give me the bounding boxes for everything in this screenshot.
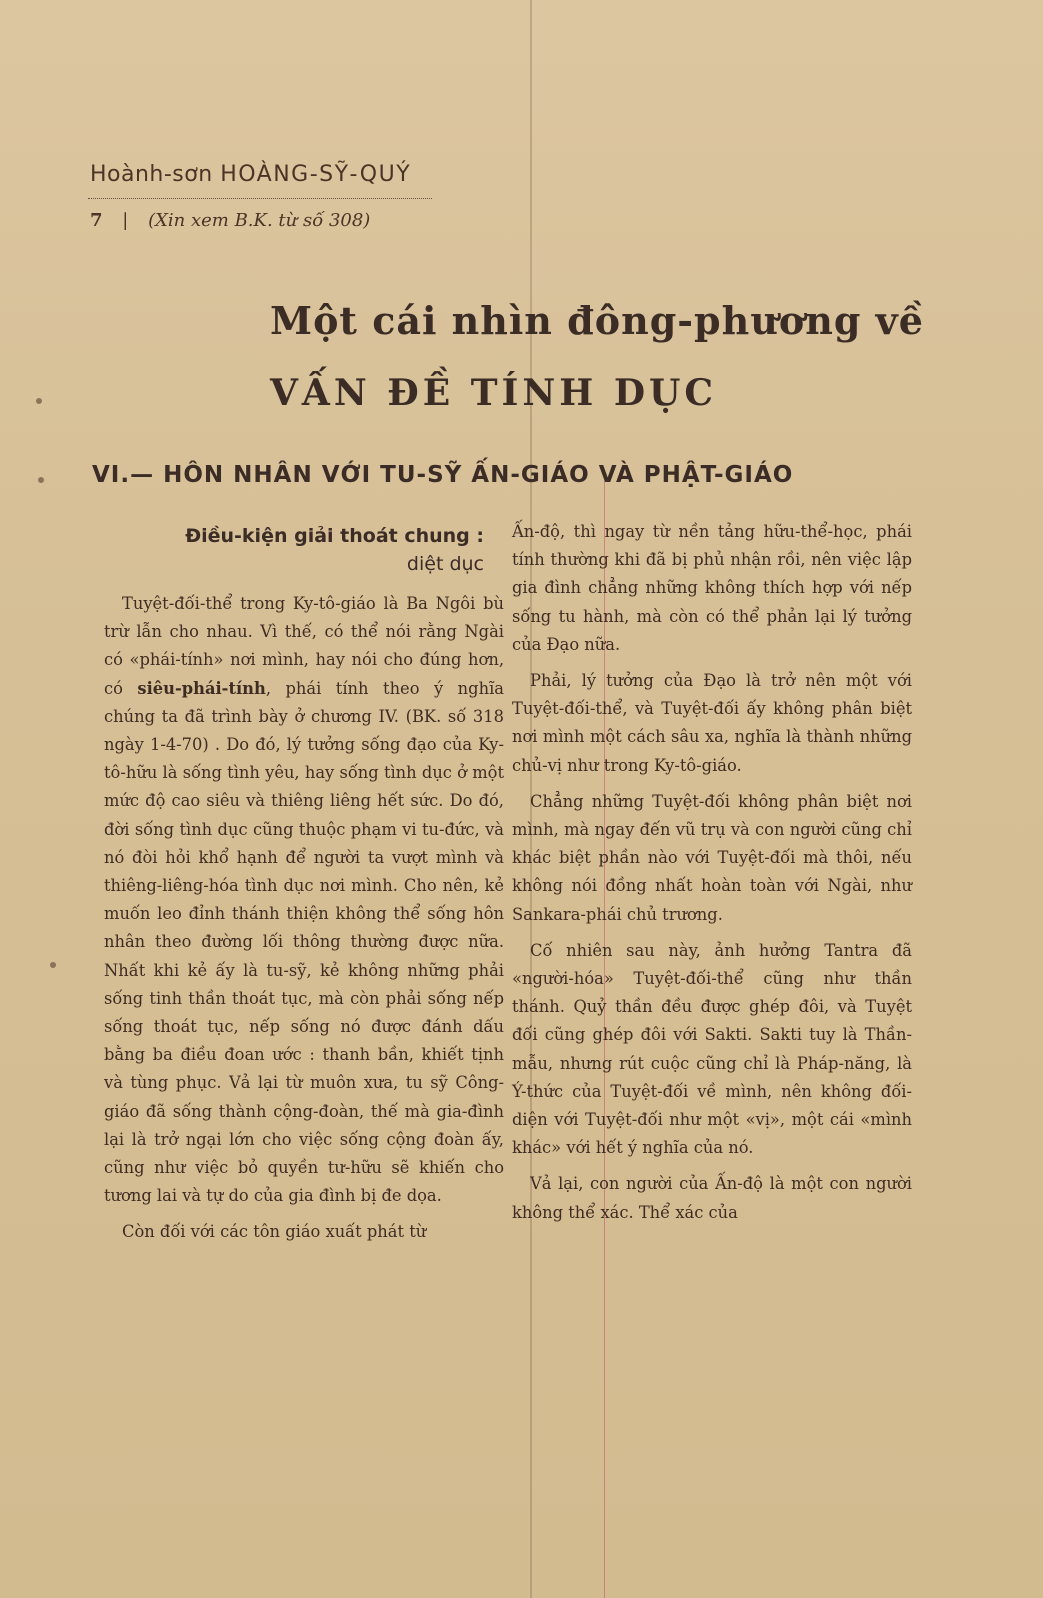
- part-number: 7: [90, 210, 103, 231]
- right-paragraph-3: Chẳng những Tuyệt-đối không phân biệt nơi mình, mà ngay đến vũ trụ và con người cũng chỉ khác biệt phần nào với Tuyệt-đối mà thôi, nếu không nói đồng nhất hoàn toàn với Ngài, như Sankara-phái chủ trương.: [512, 791, 912, 924]
- author-prefix: Hoành-sơn: [90, 162, 213, 187]
- subheading-line-2: diệt dục: [406, 553, 484, 575]
- right-column: [512, 518, 912, 1227]
- right-paragraph-2: Phải, lý tưởng của Đạo là trở nên một với Tuyệt-đối-thể, và Tuyệt-đối ấy không phân biệt nơi mình một cách sâu xa, nghĩa là thành những chủ-vị như trong Ky-tô-giáo.: [512, 671, 912, 775]
- margin-speck: [36, 398, 42, 404]
- author-line: [90, 162, 411, 187]
- margin-speck: [50, 962, 56, 968]
- left-column: [104, 590, 504, 1247]
- author-rule: [88, 198, 432, 199]
- right-paragraph-1: Ấn-độ, thì ngay từ nền tảng hữu-thể-học, phái tính thường khi đã bị phủ nhận rồi, nên việc lập gia đình chẳng những không thích hợp với nếp sống tu hành, mà còn có thể phản lại lý tưởng của Đạo nữa.: [512, 522, 912, 654]
- reference-note: (Xin xem B.K. từ số 308): [148, 210, 371, 231]
- title-line-2: VẤN ĐỀ TÍNH DỤC: [270, 372, 718, 414]
- right-paragraph-4: Cố nhiên sau này, ảnh hưởng Tantra đã «người-hóa» Tuyệt-đối-thể cũng như thần thánh. Quỷ thần đều được ghép đôi, và Tuyệt đối cũng ghép đôi với Sakti. Sakti tuy là Thần-mẫu, nhưng rút cuộc cũng chỉ là Pháp-năng, là Ý-thức của Tuyệt-đối về mình, nên không đối-diện với Tuyệt-đối như một «vị», một cái «mình khác» với hết ý nghĩa của nó.: [512, 940, 912, 1158]
- left-paragraph-2: Còn đối với các tôn giáo xuất phát từ: [122, 1222, 427, 1242]
- section-heading: VI.— HÔN NHÂN VỚI TU-SỸ ẤN-GIÁO VÀ PHẬT-GIÁO: [92, 462, 794, 488]
- emphasis-term: siêu-phái-tính: [137, 678, 266, 698]
- subheading: [104, 522, 484, 578]
- subheading-line-1: Điều-kiện giải thoát chung :: [185, 525, 484, 547]
- separator: |: [122, 210, 129, 231]
- right-paragraph-5: Vả lại, con người của Ấn-độ là một con người không thể xác. Thể xác của: [512, 1174, 912, 1222]
- margin-speck: [38, 477, 44, 483]
- issue-reference: [90, 210, 370, 231]
- left-paragraph-1: Tuyệt-đối-thể trong Ky-tô-giáo là Ba Ngôi bù trừ lẫn cho nhau. Vì thế, có thể nói rằng Ngài có «phái-tính» nơi mình, hay nói cho đúng hơn, có siêu-phái-tính, phái tính theo ý nghĩa chúng ta đã trình bày ở chương IV. (BK. số 318 ngày 1-4-70) . Do đó, lý tưởng sống đạo của Ky-tô-hữu là sống tình yêu, hay sống tình dục ở một mức độ cao siêu và thiêng liêng hết sức. Do đó, đời sống tình dục cũng thuộc phạm vi tu-đức, và nó đòi hỏi khổ hạnh để người ta vượt mình và thiêng-liêng-hóa tình dục nơi mình. Cho nên, kẻ muốn leo đỉnh thánh thiện không thể sống hôn nhân theo đường lối thông thường được nữa. Nhất khi kẻ ấy là tu-sỹ, kẻ không những phải sống tinh thần thoát tục, mà còn phải sống nếp sống thoát tục, nếp sống nó được đánh dấu bằng ba điều đoan ước : thanh bần, khiết tịnh và tùng phục. Vả lại từ muôn xưa, tu sỹ Công-giáo đã sống thành cộng-đoàn, thế mà gia-đình lại là trở ngại lớn cho việc sống cộng đoàn ấy, cũng như việc bỏ quyền tư-hữu sẽ khiến cho tương lai và tự do của gia đình bị đe dọa.: [104, 594, 504, 1206]
- author-name: HOÀNG-SỸ-QUÝ: [220, 162, 412, 187]
- title-line-1: Một cái nhìn đông-phương về: [270, 298, 924, 343]
